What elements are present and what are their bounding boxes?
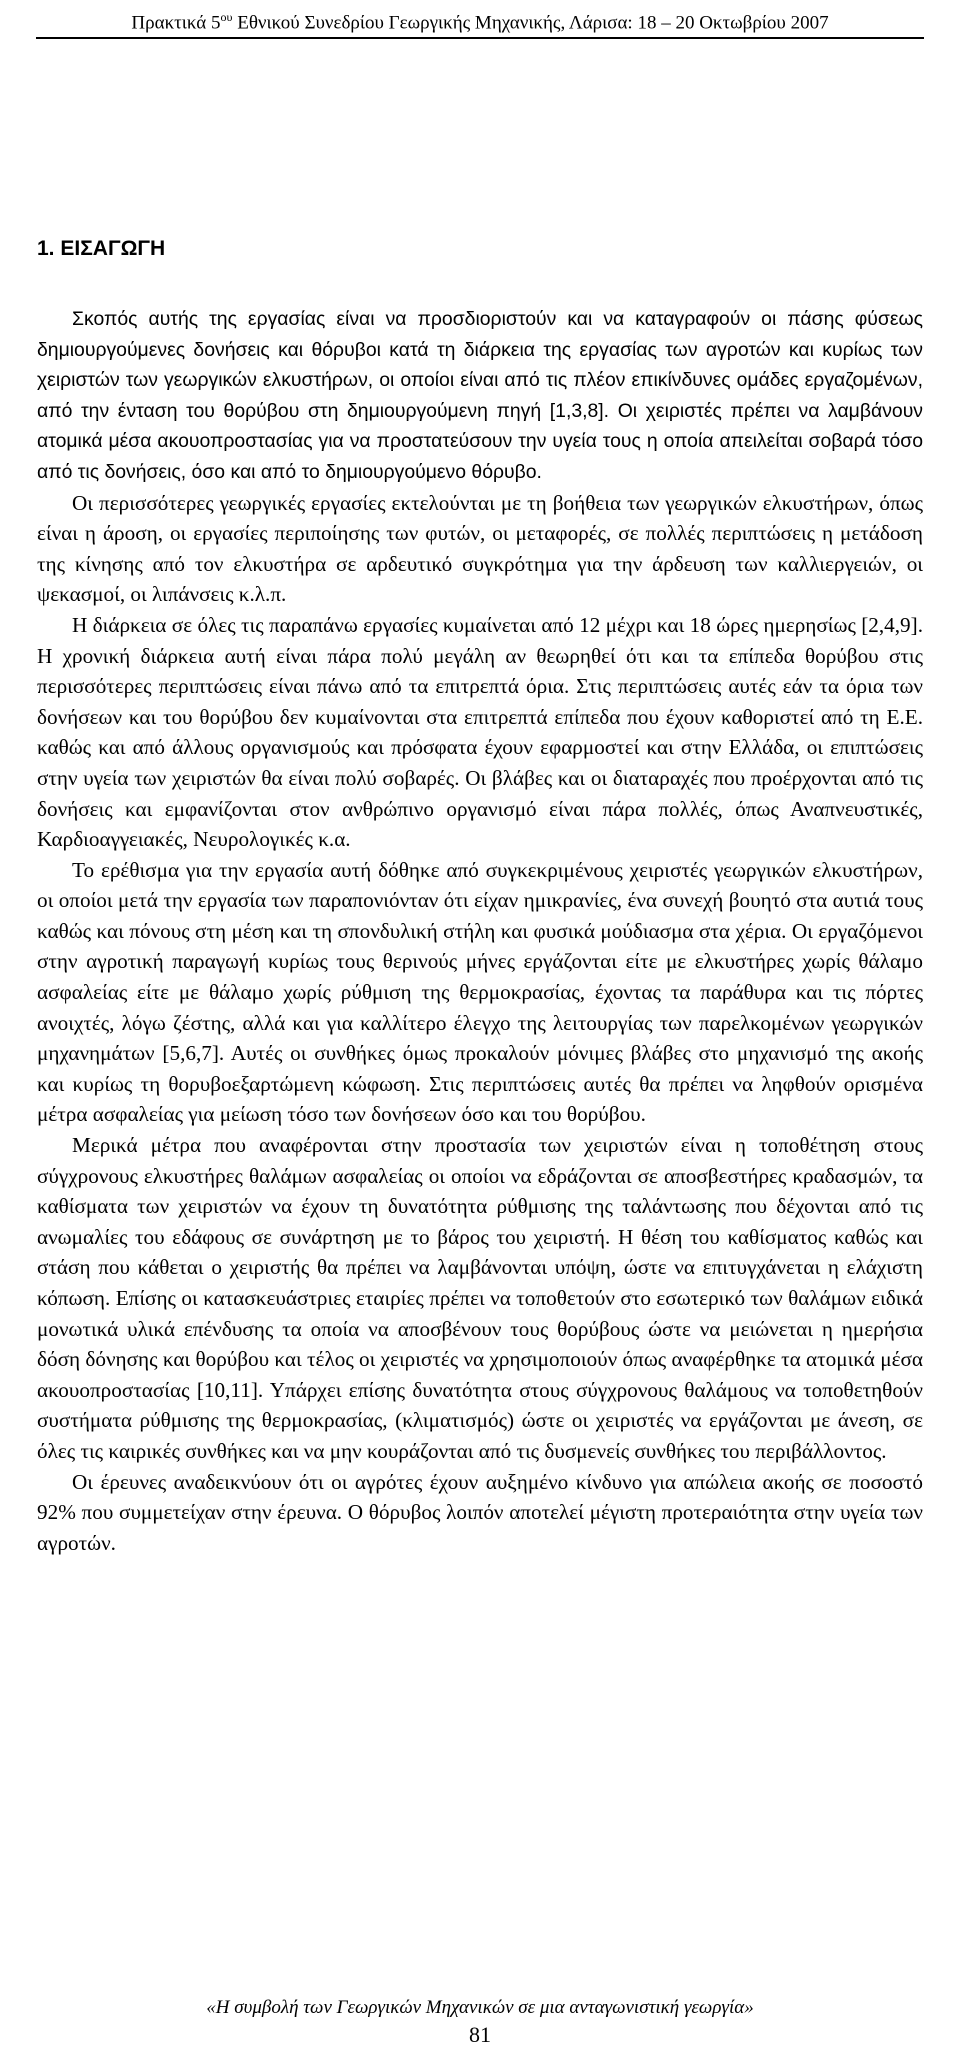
page-number: 81	[469, 2022, 491, 2047]
paragraph-3: Η διάρκεια σε όλες τις παραπάνω εργασίες κυμαίνεται από 12 μέχρι και 18 ώρες ημερησίως [2,4,9]. Η χρονική διάρκεια αυτή είναι πάρα πολύ μεγάλη αν θεωρηθεί ότι και τα επίπεδα θορύβου στις περισσότερες περιπτώσεις είναι πάνω από τα επιτρεπτά όρια. Στις περιπτώσεις αυτές εάν τα όρια των δονήσεων και του θορύβου δεν κυμαίνονται στα επιτρεπτά επίπεδα που έχουν καθοριστεί από τη Ε.Ε. καθώς και από άλλους οργανισμούς και πρόσφατα έχουν εφαρμοστεί και στην Ελλάδα, οι επιπτώσεις στην υγεία των χειριστών θα είναι πολύ σοβαρές. Οι βλάβες και οι διαταραχές που προέρχονται από τις δονήσεις και εμφανίζονται στον ανθρώπινο οργανισμό είναι πάρα πολλές, όπως Αναπνευστικές, Καρδιοαγγειακές, Νευρολογικές κ.α.	[37, 612, 923, 852]
header-rule	[36, 37, 924, 39]
paragraph-1: Σκοπός αυτής της εργασίας είναι να προσδιοριστούν και να καταγραφούν οι πάσης φύσεως δημιουργούμενες δονήσεις και θόρυβοι κατά τη διάρκεια της εργασίας των αγροτών και κυρίως των χειριστών των γεωργικών ελκυστήρων, οι οποίοι είναι από τις πλέον επικίνδυνες ομάδες εργαζομένων, από την ένταση του θορύβου στη δημιουργούμενη πηγή [1,3,8]. Οι χειριστές πρέπει να λαμβάνουν ατομικά μέσα ακουοπροστασίας για να προστατεύσουν την υγεία τους η οποία απειλείται σοβαρά τόσο από τις δονήσεις, όσο και από το δημιουργούμενο θόρυβο.	[37, 308, 923, 483]
paragraph-2: Οι περισσότερες γεωργικές εργασίες εκτελούνται με τη βοήθεια των γεωργικών ελκυστήρων, όπως είναι η άροση, οι εργασίες περιποίησης των φυτών, οι μεταφορές, σε πολλές περιπτώσεις η μετάδοση της κίνησης από τον ελκυστήρα σε αρδευτικό συγκρότημα για την άρδευση των καλλιεργειών, οι ψεκασμοί, οι λιπάνσεις κ.λ.π.	[37, 490, 923, 607]
paragraph-4: Το ερέθισμα για την εργασία αυτή δόθηκε από συγκεκριμένους χειριστές γεωργικών ελκυστήρων, οι οποίοι μετά την εργασία των παραπονιόνταν ότι είχαν ημικρανίες, ένα συνεχή βουητό στα αυτιά τους καθώς και πόνους στη μέση και τη σπονδυλική στήλη και φυσικά μούδιασμα στα χέρια. Οι εργαζόμενοι στην αγροτική παραγωγή κυρίως τους θερινούς μήνες εργάζονται είτε με ελκυστήρες χωρίς θάλαμο ασφαλείας είτε με θάλαμο χωρίς ρύθμιση της θερμοκρασίας, έχοντας τα παράθυρα και τις πόρτες ανοιχτές, λόγω ζέστης, αλλά και για καλλίτερο έλεγχο της λειτουργίας των παρελκομένων γεωργικών μηχανημάτων [5,6,7]. Αυτές οι συνθήκες όμως προκαλούν μόνιμες βλάβες στο μηχανισμό της ακοής και κυρίως τη θορυβοεξαρτώμενη κώφωση. Στις περιπτώσεις αυτές θα πρέπει να ληφθούν ορισμένα μέτρα ασφαλείας για μείωση τόσο των δονήσεων όσο και του θορύβου.	[37, 857, 923, 1127]
footer-tagline: «Η συμβολή των Γεωργικών Μηχανικών σε μια ανταγωνιστική γεωργία»	[206, 1997, 754, 2018]
header-superscript: ου	[220, 10, 233, 24]
section-heading: 1. ΕΙΣΑΓΩΓΗ	[37, 237, 166, 260]
paragraph-5: Μερικά μέτρα που αναφέρονται στην προστασία των χειριστών είναι η τοποθέτηση στους σύγχρονους ελκυστήρες θαλάμων ασφαλείας οι οποίοι να εδράζονται σε αποσβεστήρες κραδασμών, τα καθίσματα των χειριστών να έχουν τη δυνατότητα ρύθμισης της ταλάντωσης που δέχονται από τις ανωμαλίες του εδάφους σε συνάρτηση με το βάρος του χειριστή. Η θέση του καθίσματος καθώς και στάση που κάθεται ο χειριστής θα πρέπει να λαμβάνονται υπόψη, ώστε να επιτυγχάνεται η ελάχιστη κόπωση. Επίσης οι κατασκευάστριες εταιρίες πρέπει να τοποθετούν στο εσωτερικό των θαλάμων ειδικά μονωτικά υλικά επένδυσης τα οποία να αποσβένουν τους θορύβους ώστε να μειώνεται η ημερήσια δόση δόνησης και θορύβου και τέλος οι χειριστές να χρησιμοποιούν όπως αναφέρθηκε τα ατομικά μέσα ακουοπροστασίας [10,11]. Υπάρχει επίσης δυνατότητα στους σύγχρονους θαλάμους να τοποθετηθούν συστήματα ρύθμισης της θερμοκρασίας, (κλιματισμός) ώστε οι χειριστές να εργάζονται με άνεση, σε όλες τις καιρικές συνθήκες και να μην κουράζονται από τις δυσμενείς συνθήκες του περιβάλλοντος.	[37, 1133, 923, 1463]
header-text-prefix: Πρακτικά 5	[131, 12, 221, 34]
paragraph-6: Οι έρευνες αναδεικνύουν ότι οι αγρότες έχουν αυξημένο κίνδυνο για απώλεια ακοής σε ποσοστό 92% που συμμετείχαν στην έρευνα. Ο θόρυβος λοιπόν αποτελεί μέγιστη προτεραιότητα στην υγεία των αγροτών.	[37, 1469, 923, 1555]
running-header	[0, 4, 960, 36]
body-text	[37, 304, 923, 1558]
header-text-suffix: Εθνικού Συνεδρίου Γεωργικής Μηχανικής, Λάρισα: 18 – 20 Οκτωβρίου 2007	[232, 12, 829, 34]
